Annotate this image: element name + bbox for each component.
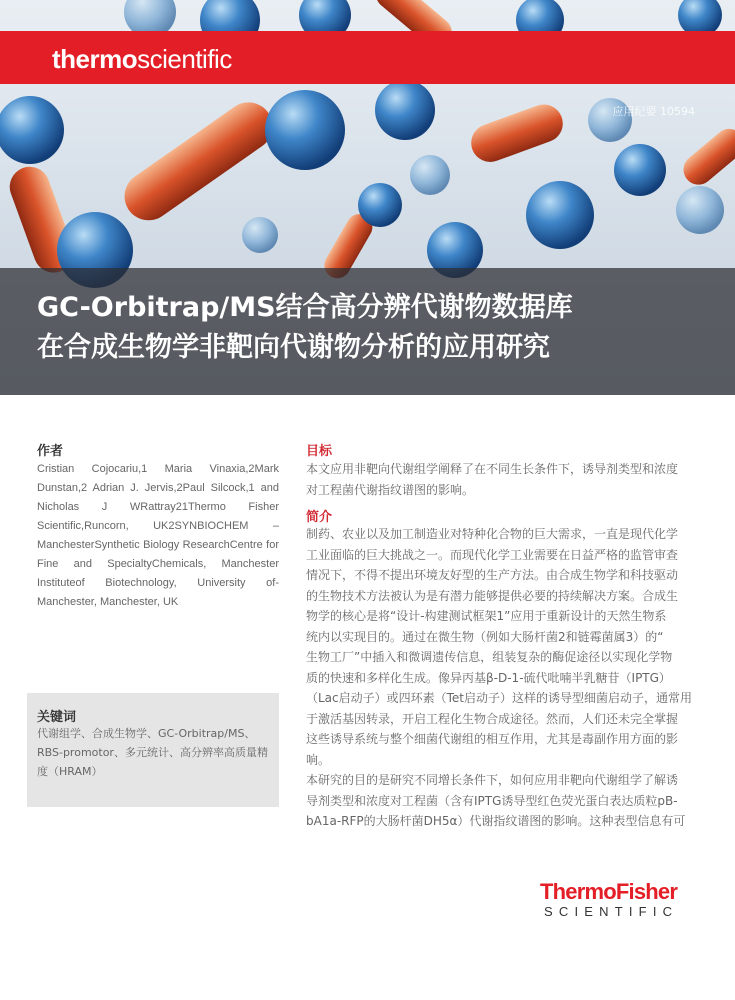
authors-text: Cristian Cojocariu,1 Maria Vinaxia,2Mark Dunstan,2 Adrian J. Jervis,2Paul Silcock,1 and Nicholas J WRattray21Thermo Fisher Scientific,Runcorn, UK2SYNBIOCHEM – ManchesterSynthetic Biology ResearchCentre for Fine and SpecialtyChemicals, Manchester Instituteof Biotechnology, University of-Manchester, Manchester, UK <box>37 463 279 608</box>
intro-line: 导剂类型和浓度对工程菌（含有IPTG诱导型红色荧光蛋白表达质粒pB- <box>306 793 678 808</box>
title-line-2: 在合成生物学非靶向代谢物分析的应用研究 <box>37 332 550 363</box>
intro-paragraph-2 <box>306 770 704 832</box>
brand-bold: thermo <box>52 44 138 74</box>
intro-paragraph-1 <box>306 524 704 770</box>
brand-light: scientific <box>137 44 232 74</box>
intro-heading: 简介 <box>306 510 333 525</box>
goal-heading: 目标 <box>306 444 333 459</box>
intro-line: 制药、农业以及加工制造业对特种化合物的巨大需求，一直是现代化学 <box>306 527 679 541</box>
title-line-1: GC-Orbitrap/MS结合高分辨代谢物数据库 <box>37 292 573 323</box>
hero-image <box>0 0 735 395</box>
intro-line: 情况下，不得不提出环境友好型的生产方法。由合成生物学和科技驱动 <box>306 568 679 582</box>
keywords-text: 代谢组学、合成生物学、GC-Orbitrap/MS、RBS-promotor、多元统计、高分辨率高质量精度（HRAM） <box>37 727 268 778</box>
intro-line: 这些诱导系统与整个细菌代谢组的相互作用，尤其是毒副作用方面的影 <box>306 732 679 746</box>
authors-heading: 作者 <box>37 444 64 459</box>
logo-subtitle: SCIENTIFIC <box>544 904 679 919</box>
intro-line: 本研究的目的是研究不同增长条件下，如何应用非靶向代谢组学了解诱 <box>306 773 679 787</box>
intro-line: 生物工厂”中插入和微调遗传信息，组装复杂的酶促途径以实现化学物 <box>306 650 673 664</box>
intro-line: 的生物技术方法被认为是有潜力能够提供必要的持续解决方案。合成生 <box>306 588 679 603</box>
thermo-scientific-logo <box>52 44 232 75</box>
intro-line: 响。 <box>306 752 331 767</box>
intro-line: 物学的核心是将“设计-构建测试框架1”应用于重新设计的天然生物系 <box>306 609 667 623</box>
intro-line: （Lac启动子）或四环素（Tet启动子）这样的诱导型细菌启动子，通常用 <box>306 691 693 705</box>
goal-paragraph <box>306 459 704 500</box>
logo-name: ThermoFisher <box>540 879 678 904</box>
goal-line: 对工程菌代谢指纹谱图的影响。 <box>306 482 475 497</box>
intro-line: 于激活基因转录，开启工程化生物合成途径。然而，人们还未完全掌握 <box>306 711 679 726</box>
intro-line: bA1a-RFP的大肠杆菌DH5α）代谢指纹谱图的影响。这种表型信息有可 <box>306 814 686 828</box>
intro-line: 质的快速和多样化生成。像异丙基β-D-1-硫代吡喃半乳糖苷（IPTG） <box>306 670 671 685</box>
intro-line: 工业面临的巨大挑战之一。而现代化学工业需要在日益严格的监管审查 <box>306 547 679 562</box>
intro-line: 统内以实现目的。通过在微生物（例如大肠杆菌2和链霉菌属3）的“ <box>306 629 664 644</box>
application-note-number: 应用纪要 10594 <box>612 105 695 118</box>
thermo-fisher-logo <box>540 880 705 920</box>
goal-line: 本文应用非靶向代谢组学阐释了在不同生长条件下，诱导剂类型和浓度 <box>306 462 679 476</box>
keywords-heading: 关键词 <box>37 710 77 725</box>
document-title <box>37 288 717 368</box>
